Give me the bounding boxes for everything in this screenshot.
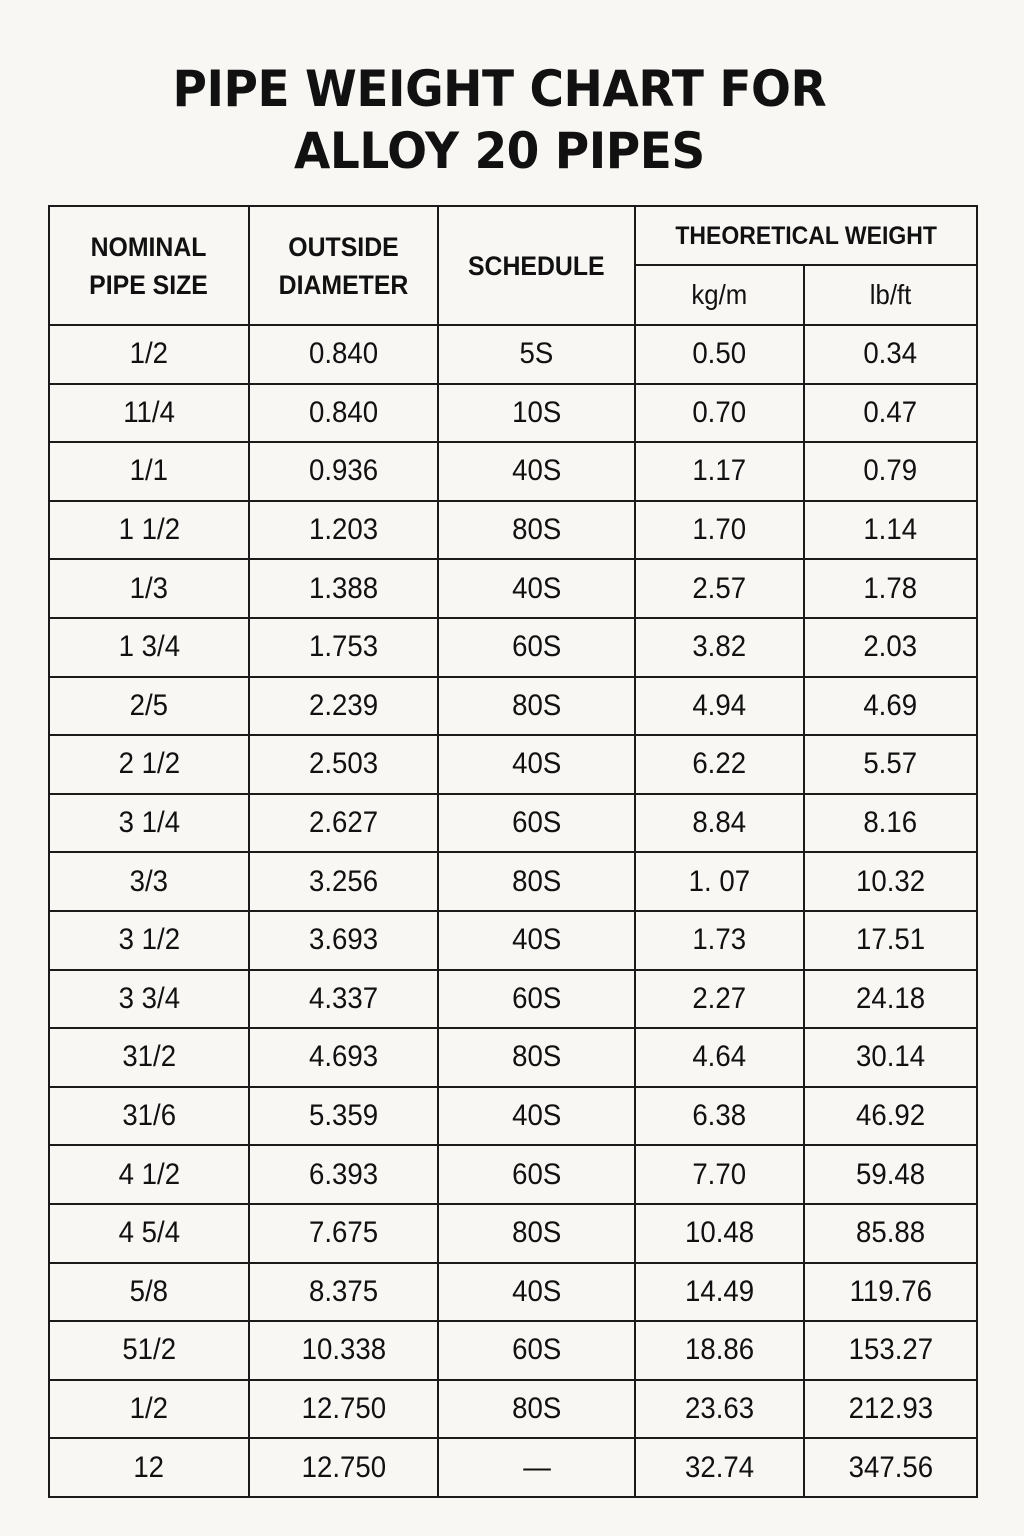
header-outside-line2: DIAMETER <box>278 269 409 300</box>
title-line-1: PIPE WEIGHT CHART FOR <box>172 60 827 118</box>
cell-schedule: 60S <box>438 794 635 853</box>
cell-weight-kg-m: 6.22 <box>635 735 804 794</box>
cell-weight-kg-m: 2.27 <box>635 970 804 1029</box>
cell-nominal-size: 4 5/4 <box>49 1204 249 1263</box>
cell-nominal-size: 31/6 <box>49 1087 249 1146</box>
cell-schedule: 40S <box>438 735 635 794</box>
cell-nominal-size: 12 <box>49 1438 249 1497</box>
cell-weight-lb-ft: 119.76 <box>804 1263 977 1322</box>
cell-nominal-size: 3 1/4 <box>49 794 249 853</box>
cell-weight-kg-m: 0.70 <box>635 384 804 443</box>
cell-weight-kg-m: 1. 07 <box>635 852 804 911</box>
table-row <box>49 794 977 853</box>
cell-schedule: 60S <box>438 970 635 1029</box>
cell-weight-kg-m: 10.48 <box>635 1204 804 1263</box>
header-nominal-line1: NOMINAL <box>91 231 207 262</box>
cell-outside-diameter: 1.753 <box>249 618 438 677</box>
cell-schedule: 40S <box>438 911 635 970</box>
table-row <box>49 970 977 1029</box>
cell-schedule: 5S <box>438 325 635 384</box>
table-row <box>49 501 977 560</box>
table-row <box>49 384 977 443</box>
cell-outside-diameter: 1.388 <box>249 559 438 618</box>
table-row <box>49 325 977 384</box>
cell-weight-lb-ft: 30.14 <box>804 1028 977 1087</box>
table-row <box>49 677 977 736</box>
cell-outside-diameter: 12.750 <box>249 1380 438 1439</box>
cell-outside-diameter: 0.936 <box>249 442 438 501</box>
cell-nominal-size: 1/2 <box>49 325 249 384</box>
cell-weight-lb-ft: 24.18 <box>804 970 977 1029</box>
cell-outside-diameter: 8.375 <box>249 1263 438 1322</box>
cell-outside-diameter: 5.359 <box>249 1087 438 1146</box>
cell-schedule: 80S <box>438 1204 635 1263</box>
cell-schedule: 40S <box>438 1263 635 1322</box>
cell-weight-kg-m: 1.17 <box>635 442 804 501</box>
cell-schedule: — <box>438 1438 635 1497</box>
cell-outside-diameter: 0.840 <box>249 325 438 384</box>
cell-weight-kg-m: 6.38 <box>635 1087 804 1146</box>
header-schedule: SCHEDULE <box>438 206 635 325</box>
header-outside-line1: OUTSIDE <box>288 231 399 262</box>
cell-weight-lb-ft: 46.92 <box>804 1087 977 1146</box>
header-theoretical-weight: THEORETICAL WEIGHT <box>635 206 977 265</box>
cell-weight-lb-ft: 1.78 <box>804 559 977 618</box>
cell-outside-diameter: 1.203 <box>249 501 438 560</box>
cell-schedule: 80S <box>438 677 635 736</box>
page-title <box>29 58 969 182</box>
header-nominal-pipe-size <box>49 206 249 325</box>
cell-outside-diameter: 7.675 <box>249 1204 438 1263</box>
cell-outside-diameter: 3.693 <box>249 911 438 970</box>
cell-weight-lb-ft: 59.48 <box>804 1145 977 1204</box>
cell-weight-kg-m: 23.63 <box>635 1380 804 1439</box>
pipe-weight-table <box>48 205 978 1498</box>
cell-weight-kg-m: 7.70 <box>635 1145 804 1204</box>
table-row <box>49 1145 977 1204</box>
cell-weight-kg-m: 4.94 <box>635 677 804 736</box>
cell-weight-lb-ft: 0.79 <box>804 442 977 501</box>
cell-outside-diameter: 2.627 <box>249 794 438 853</box>
cell-outside-diameter: 2.503 <box>249 735 438 794</box>
cell-schedule: 60S <box>438 1145 635 1204</box>
cell-weight-lb-ft: 17.51 <box>804 911 977 970</box>
cell-outside-diameter: 0.840 <box>249 384 438 443</box>
cell-nominal-size: 4 1/2 <box>49 1145 249 1204</box>
cell-nominal-size: 1/3 <box>49 559 249 618</box>
header-outside-diameter <box>249 206 438 325</box>
header-lb-per-ft: lb/ft <box>804 265 977 325</box>
cell-weight-kg-m: 0.50 <box>635 325 804 384</box>
cell-schedule: 40S <box>438 1087 635 1146</box>
cell-nominal-size: 2 1/2 <box>49 735 249 794</box>
table-row <box>49 1263 977 1322</box>
cell-schedule: 80S <box>438 1380 635 1439</box>
cell-schedule: 40S <box>438 442 635 501</box>
cell-nominal-size: 11/4 <box>49 384 249 443</box>
cell-schedule: 10S <box>438 384 635 443</box>
table-row <box>49 1028 977 1087</box>
table-row <box>49 735 977 794</box>
cell-outside-diameter: 12.750 <box>249 1438 438 1497</box>
cell-nominal-size: 1 3/4 <box>49 618 249 677</box>
cell-weight-kg-m: 3.82 <box>635 618 804 677</box>
table-row <box>49 442 977 501</box>
cell-schedule: 80S <box>438 852 635 911</box>
cell-outside-diameter: 10.338 <box>249 1321 438 1380</box>
cell-nominal-size: 3/3 <box>49 852 249 911</box>
cell-nominal-size: 51/2 <box>49 1321 249 1380</box>
cell-schedule: 60S <box>438 618 635 677</box>
cell-weight-lb-ft: 212.93 <box>804 1380 977 1439</box>
cell-outside-diameter: 4.693 <box>249 1028 438 1087</box>
cell-weight-lb-ft: 2.03 <box>804 618 977 677</box>
table-row <box>49 1204 977 1263</box>
cell-nominal-size: 2/5 <box>49 677 249 736</box>
title-line-2: ALLOY 20 PIPES <box>293 122 705 180</box>
cell-weight-lb-ft: 10.32 <box>804 852 977 911</box>
cell-schedule: 60S <box>438 1321 635 1380</box>
cell-nominal-size: 31/2 <box>49 1028 249 1087</box>
cell-nominal-size: 1/2 <box>49 1380 249 1439</box>
header-kg-per-m: kg/m <box>635 265 804 325</box>
cell-nominal-size: 3 1/2 <box>49 911 249 970</box>
cell-weight-kg-m: 32.74 <box>635 1438 804 1497</box>
cell-weight-kg-m: 1.70 <box>635 501 804 560</box>
table-row <box>49 1438 977 1497</box>
table-row <box>49 618 977 677</box>
cell-weight-kg-m: 4.64 <box>635 1028 804 1087</box>
cell-weight-kg-m: 1.73 <box>635 911 804 970</box>
cell-schedule: 80S <box>438 1028 635 1087</box>
cell-weight-lb-ft: 0.34 <box>804 325 977 384</box>
cell-schedule: 80S <box>438 501 635 560</box>
table-row <box>49 559 977 618</box>
cell-weight-kg-m: 8.84 <box>635 794 804 853</box>
cell-schedule: 40S <box>438 559 635 618</box>
cell-weight-lb-ft: 4.69 <box>804 677 977 736</box>
cell-outside-diameter: 4.337 <box>249 970 438 1029</box>
cell-outside-diameter: 6.393 <box>249 1145 438 1204</box>
cell-weight-kg-m: 18.86 <box>635 1321 804 1380</box>
cell-weight-kg-m: 2.57 <box>635 559 804 618</box>
header-nominal-line2: PIPE SIZE <box>89 269 209 300</box>
table-row <box>49 1087 977 1146</box>
cell-nominal-size: 1 1/2 <box>49 501 249 560</box>
cell-outside-diameter: 3.256 <box>249 852 438 911</box>
cell-weight-lb-ft: 8.16 <box>804 794 977 853</box>
table-row <box>49 911 977 970</box>
cell-outside-diameter: 2.239 <box>249 677 438 736</box>
table-row <box>49 852 977 911</box>
cell-nominal-size: 5/8 <box>49 1263 249 1322</box>
cell-weight-lb-ft: 153.27 <box>804 1321 977 1380</box>
cell-weight-kg-m: 14.49 <box>635 1263 804 1322</box>
cell-weight-lb-ft: 1.14 <box>804 501 977 560</box>
cell-weight-lb-ft: 347.56 <box>804 1438 977 1497</box>
cell-weight-lb-ft: 5.57 <box>804 735 977 794</box>
cell-weight-lb-ft: 0.47 <box>804 384 977 443</box>
cell-weight-lb-ft: 85.88 <box>804 1204 977 1263</box>
cell-nominal-size: 3 3/4 <box>49 970 249 1029</box>
cell-nominal-size: 1/1 <box>49 442 249 501</box>
table-row <box>49 1321 977 1380</box>
table-row <box>49 1380 977 1439</box>
